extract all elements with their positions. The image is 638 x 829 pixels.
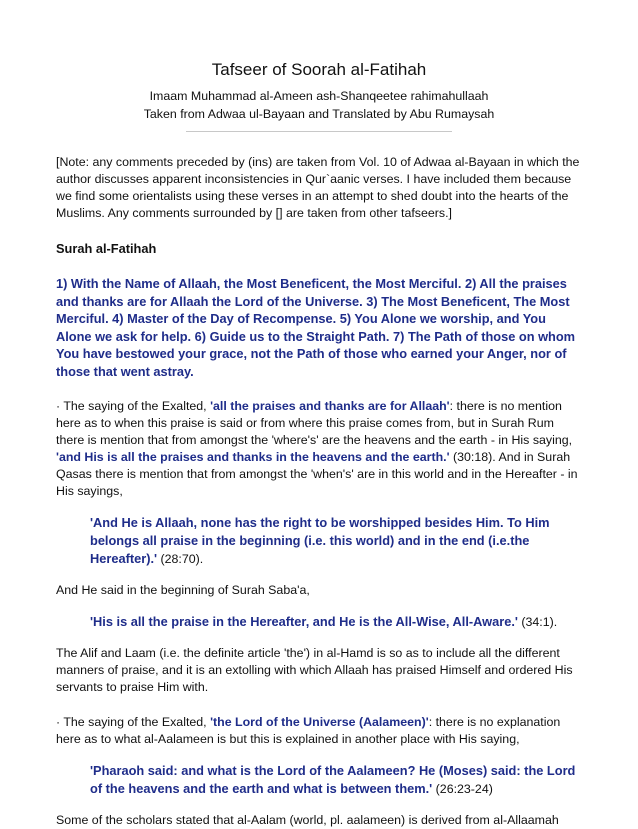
paragraph-aalam: Some of the scholars stated that al-Aalam (world, pl. aalameen) is derived from al-Allaamah [56,813,559,827]
translator-note: [Note: any comments preceded by (ins) are taken from Vol. 10 of Adwaa al-Bayaan in which the author discusses apparent inconsistencies in Qur`aanic verses. I have included them because we find some orientalists using these verses in an attempt to shed doubt into the hearts of the Muslims. Any comments surrounded by [] are taken from other tafseers.] [56,155,580,220]
quote-qasas [90,514,582,568]
text-run: · The saying of the Exalted, [56,399,211,413]
paragraph-alif-laam: The Alif and Laam (i.e. the definite article 'the') in al-Hamd is so as to include all the different manners of praise, and it is an extolling with which Allaah has praised Himself and ordered His servants to praise Him with. [56,646,573,694]
quote-verse: 'His is all the praise in the Hereafter, and He is the All-Wise, All-Aware.' [90,614,518,629]
text-run: : there is no mention here as to when this praise is said or from where this praise comes from, but in Surah Rum there is mention that from amongst the 'where's' are the heavens and the earth - in His saying, [56,399,573,447]
quote-reference: (26:23-24) [432,782,493,796]
paragraph-saba: And He said in the beginning of Surah Saba'a, [56,583,310,597]
quote-reference: (28:70). [157,552,204,566]
author-line: Imaam Muhammad al-Ameen ash-Shanqeetee rahimahullaah [149,89,489,103]
quote-verse: 'And He is Allaah, none has the right to be worshipped besides Him. To Him belongs all praise in the beginning (i.e. this world) and in the end (i.e.the Hereafter).' [90,515,550,566]
source-line: Taken from Adwaa ul-Bayaan and Translated by Abu Rumaysah [143,107,495,121]
text-run: : there is no explanation here as to what al-Aalameen is but this is explained in another place with His saying, [56,715,561,746]
verse-highlight: 'all the praises and thanks are for Allaah' [210,399,450,413]
text-run: · The saying of the Exalted, [56,715,211,729]
section-heading: Surah al-Fatihah [56,241,157,256]
verse-highlight: 'and His is all the praises and thanks in the heavens and the earth.' [56,450,450,464]
quote-verse: 'Pharaoh said: and what is the Lord of the Aalameen? He (Moses) said: the Lord of the heavens and the earth and what is between them.' [90,763,576,796]
title-divider [186,131,452,132]
text-run: (30:18). And in Surah Qasas there is mention that from amongst the 'when's' are in this world and in the Hereafter - in His sayings, [56,450,578,498]
ayat-text: 1) With the Name of Allaah, the Most Beneficent, the Most Merciful. 2) All the praises and thanks are for Allaah the Lord of the Universe. 3) The Most Beneficent, The Most Merciful. 4) Master of the Day of Recompense. 5) You Alone we worship, and You Alone we ask for help. 6) Guide us to the Straight Path. 7) The Path of those on whom You have bestowed your grace, not the Path of those who earned your Anger, nor of those that went astray. [56,276,576,379]
paragraph-lord [56,714,582,748]
quote-reference: (34:1). [517,615,558,629]
page-title: Tafseer of Soorah al-Fatihah [211,60,427,79]
paragraph-praise [56,398,582,500]
quote-saba [90,613,582,631]
quote-shuara [90,762,582,798]
verse-highlight: 'the Lord of the Universe (Aalameen)' [210,715,429,729]
title-block [56,0,582,132]
